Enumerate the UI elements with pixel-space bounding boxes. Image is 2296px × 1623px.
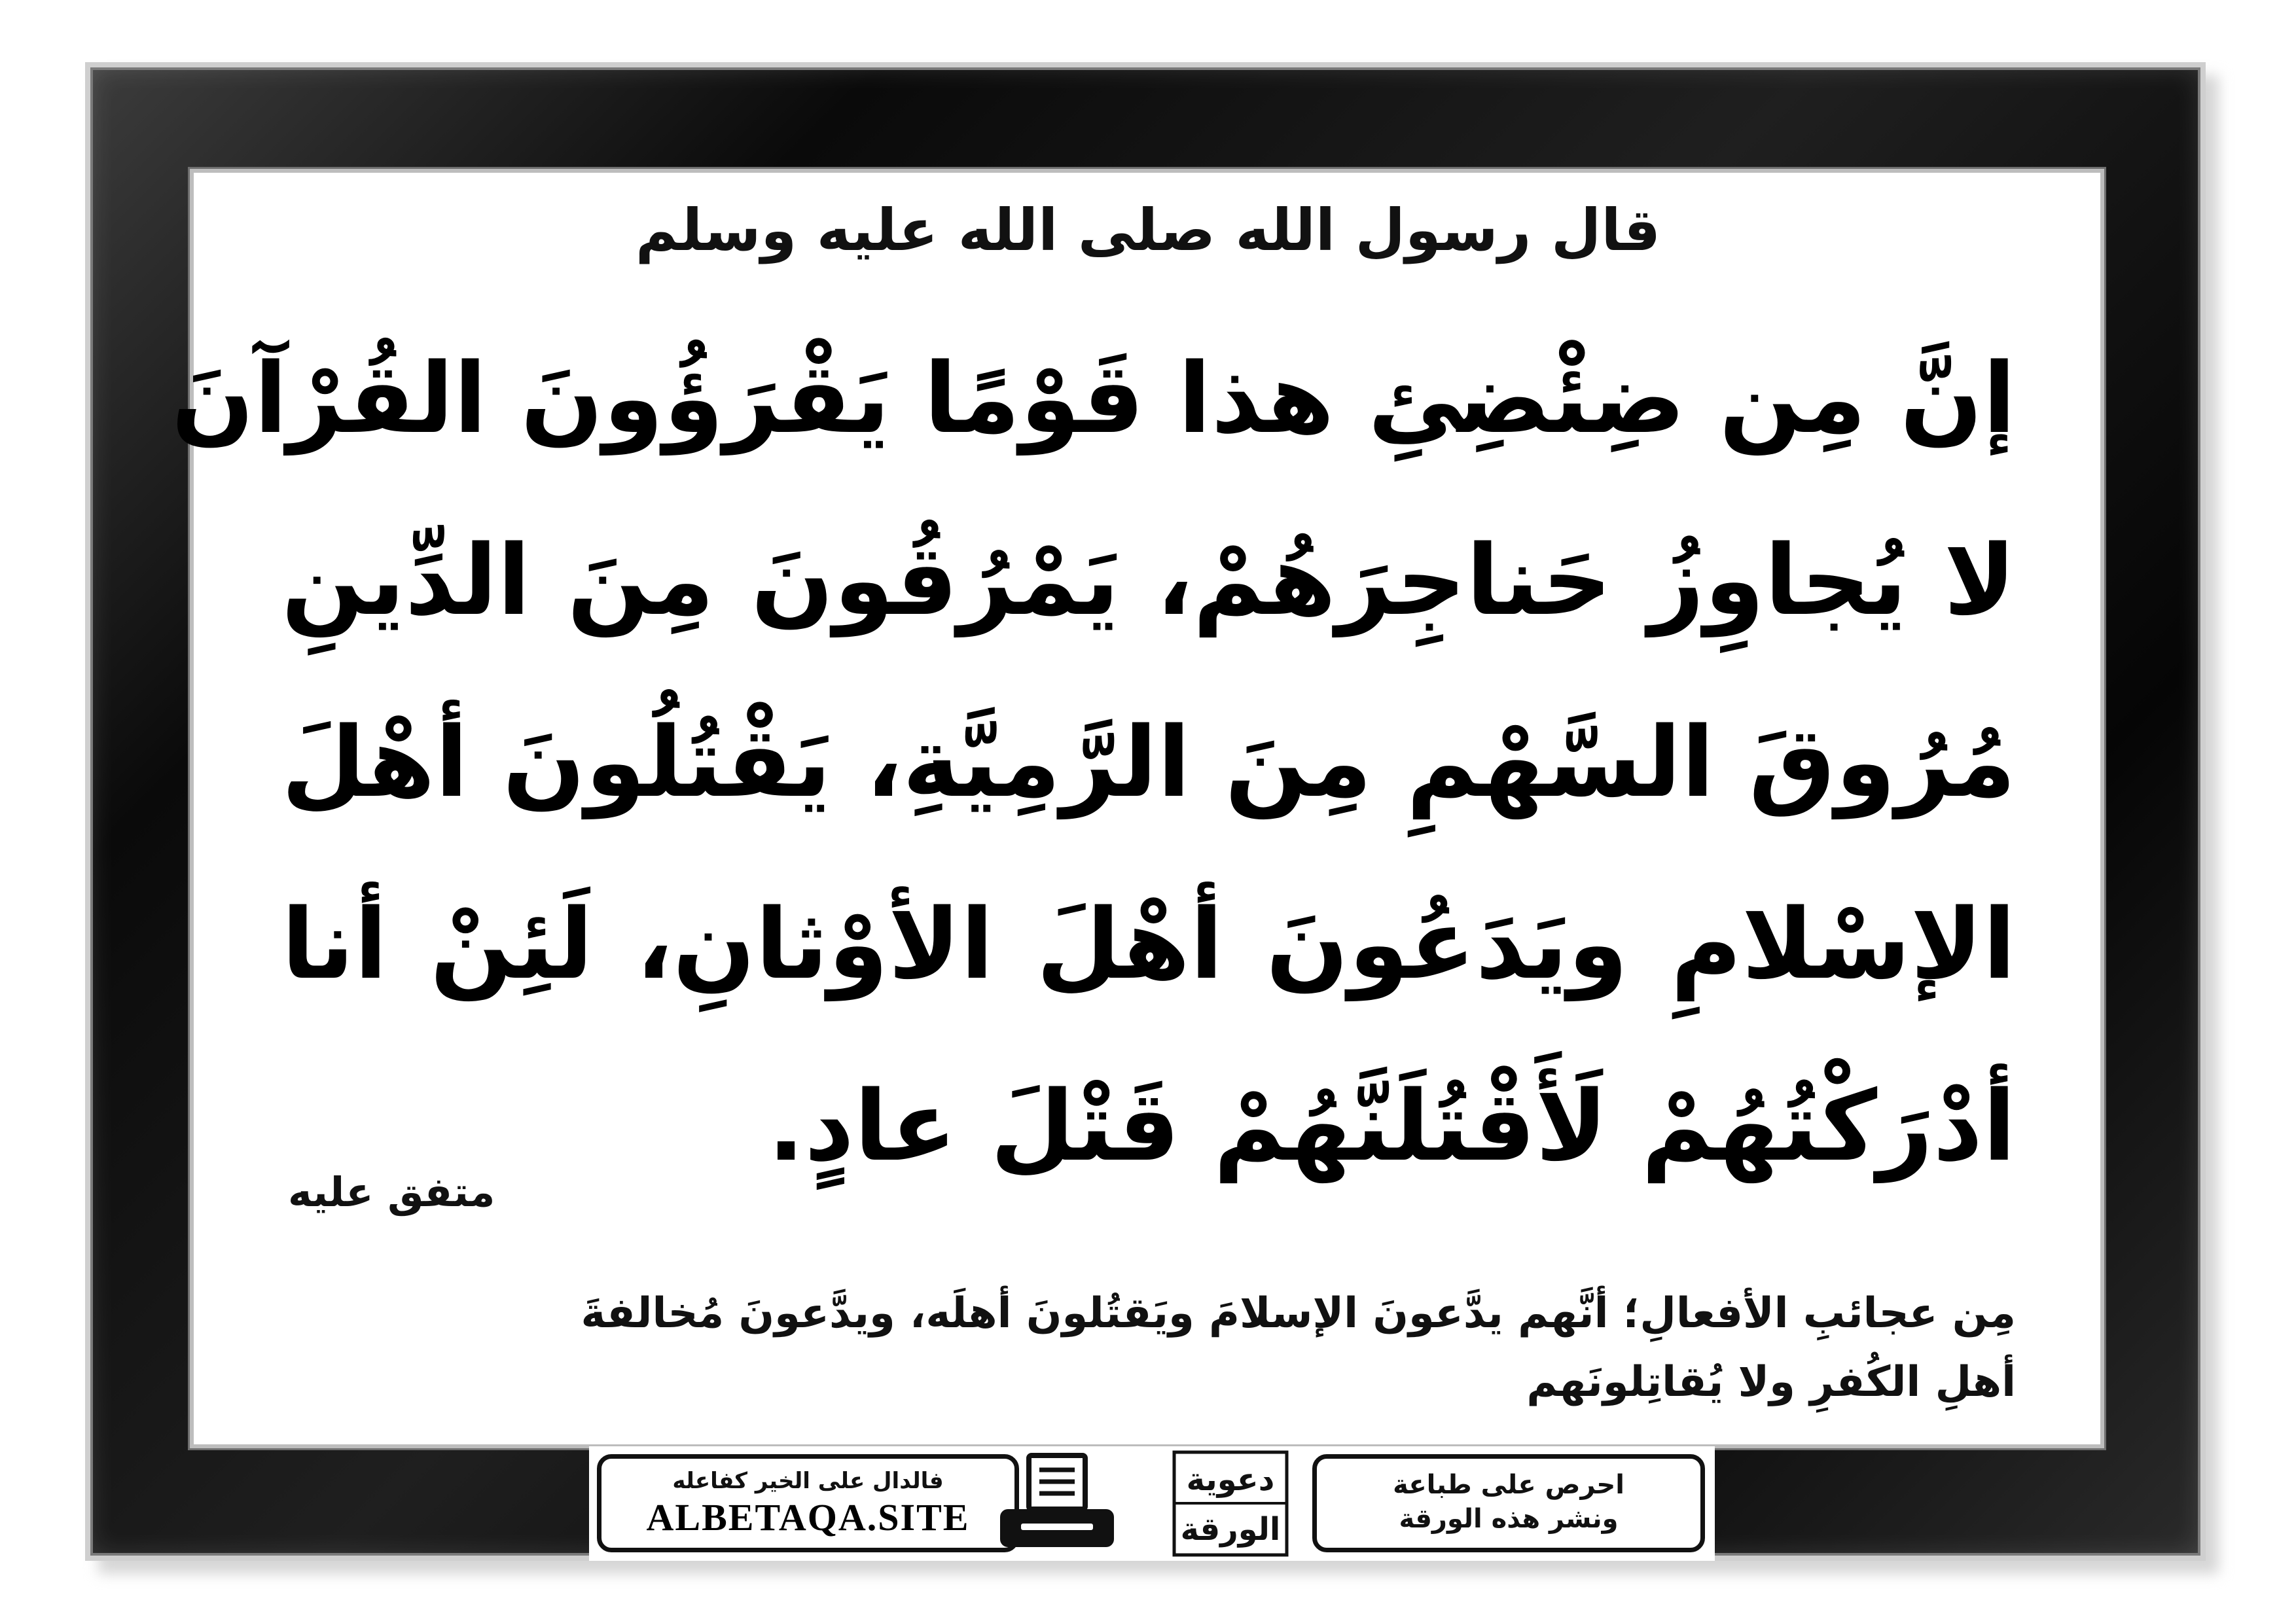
dawah-logo (1172, 1450, 1289, 1558)
advice-line: احرص على طباعة (1393, 1470, 1624, 1500)
commentary-note (281, 1279, 2016, 1417)
logo-word-bottom: الورقة (1180, 1511, 1281, 1548)
hadith-line: مُرُوقَ السَّهْمِ مِنَ الرَّمِيَّةِ، يَقْتُلُونَ أهْلَ (281, 706, 2016, 819)
note-line: أهلِ الكُفرِ ولا يُقاتِلونَهم (1526, 1358, 2016, 1406)
website-box (597, 1454, 1019, 1552)
hadith-line: لا يُجاوِزُ حَناجِرَهُمْ، يَمْرُقُونَ مِنَ الدِّينِ (281, 524, 2016, 637)
note-line: مِن عجائبِ الأفعالِ؛ أنَّهم يدَّعونَ الإسلامَ ويَقتُلونَ أهلَه، ويدَّعونَ مُخالفةَ (581, 1289, 2016, 1338)
printer-icon (995, 1452, 1119, 1556)
hadith-line: إنَّ مِن ضِئْضِئِ هذا قَوْمًا يَقْرَؤُونَ القُرْآنَ (171, 342, 2016, 455)
hadith-source: متفق عليه (288, 1168, 495, 1216)
advice-line: ونشر هذه الورقة (1399, 1504, 1619, 1534)
hadith-line: الإسْلامِ ويَدَعُونَ أهْلَ الأوْثانِ، لَئِنْ أنا (281, 888, 2016, 1001)
advice-text (1317, 1468, 1700, 1536)
hadith-intro: قال رسول الله صلى الله عليه وسلم (635, 196, 1661, 264)
footer-slogan: فالدال على الخير كفاعله (672, 1468, 944, 1494)
hadith-line: أدْرَكْتُهُمْ لَأَقْتُلَنَّهُمْ قَتْلَ عادٍ. (767, 1070, 2016, 1183)
hadith-text (171, 308, 2016, 1217)
logo-word-top: دعوية (1186, 1461, 1275, 1498)
advice-box (1312, 1454, 1705, 1552)
website-link[interactable]: ALBETAQA.SITE (646, 1496, 970, 1539)
